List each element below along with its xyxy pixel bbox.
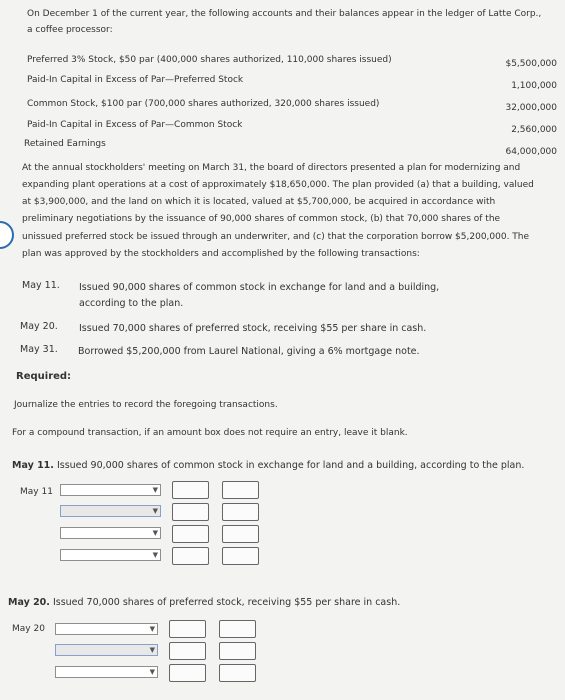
credit-amount-input[interactable] [222,503,259,521]
account-label: Paid-In Capital in Excess of Par—Preferred Stock [27,75,244,85]
required-heading: Required: [16,371,72,382]
chevron-down-icon: ▼ [149,646,155,654]
account-dropdown[interactable] [60,527,161,539]
plan-line: plan was approved by the stockholders and accomplished by the following transactions: [22,249,420,259]
account-value: 2,560,000 [511,125,557,135]
chevron-down-icon: ▼ [152,507,158,515]
account-value: $5,500,000 [505,59,557,69]
account-dropdown[interactable] [55,644,158,656]
credit-amount-input[interactable] [222,481,259,499]
transaction-description: Borrowed $5,200,000 from Laurel National, giving a 6% mortgage note. [78,346,420,357]
transaction-description: Issued 90,000 shares of common stock in exchange for land and a building, according to the plan. [79,282,440,309]
transaction-description: Issued 70,000 shares of preferred stock, receiving $55 per share in cash. [79,323,427,334]
account-dropdown[interactable] [60,505,161,517]
section-title-text: Issued 70,000 shares of preferred stock, receiving $55 per share in cash. [52,597,401,608]
debit-amount-input[interactable] [172,525,209,543]
transaction-date: May 20. [20,321,58,332]
transaction-date: May 31. [20,344,58,355]
debit-amount-input[interactable] [172,503,209,521]
credit-amount-input[interactable] [222,525,259,543]
plan-line: expanding plant operations at a cost of approximately $18,650,000. The plan provided (a) that a building, valued [22,180,534,190]
chevron-down-icon: ▼ [152,551,158,559]
plan-line: preliminary negotiations by the issuance of 90,000 shares of common stock, (b) that 70,000 shares of the [22,214,501,224]
account-dropdown[interactable] [60,484,161,496]
section-title-date: May 11. [12,460,54,471]
account-dropdown[interactable] [55,623,158,635]
debit-amount-input[interactable] [172,481,209,499]
debit-amount-input[interactable] [172,547,209,565]
chevron-down-icon: ▼ [149,625,155,633]
account-label: Common Stock, $100 par (700,000 shares authorized, 320,000 shares issued) [27,99,380,109]
account-label: Retained Earnings [24,139,106,149]
plan-line: at $3,900,000, and the land on which it is located, valued at $5,700,000, be acquired in accordance with [22,197,496,207]
credit-amount-input[interactable] [219,664,256,682]
credit-amount-input[interactable] [219,642,256,660]
intro-line: a coffee processor: [27,25,113,35]
section-title-text: Issued 90,000 shares of common stock in exchange for land and a building, according to the plan. [56,460,525,471]
account-dropdown[interactable] [55,666,158,678]
debit-amount-input[interactable] [169,642,206,660]
section-title [12,460,524,471]
debit-amount-input[interactable] [169,664,206,682]
account-label: Paid-In Capital in Excess of Par—Common Stock [27,120,243,130]
row-date-label: May 20 [12,624,45,634]
account-value: 32,000,000 [505,103,557,113]
transaction-date: May 11. [22,280,60,291]
credit-amount-input[interactable] [219,620,256,638]
plan-line: At the annual stockholders' meeting on March 31, the board of directors presented a plan for modernizing and [22,163,521,173]
row-date-label: May 11 [20,487,53,497]
highlight-marker-icon[interactable] [0,221,14,249]
account-value: 64,000,000 [505,147,557,157]
chevron-down-icon: ▼ [149,668,155,676]
note-text: For a compound transaction, if an amount box does not require an entry, leave it blank. [12,428,408,438]
account-value: 1,100,000 [511,81,557,91]
debit-amount-input[interactable] [169,620,206,638]
intro-line: On December 1 of the current year, the following accounts and their balances appear in the ledger of Latte Corp., [27,9,542,19]
credit-amount-input[interactable] [222,547,259,565]
account-dropdown[interactable] [60,549,161,561]
section-title [8,597,400,608]
section-title-date: May 20. [8,597,50,608]
plan-line: unissued preferred stock be issued through an underwriter, and (c) that the corporation borrow $5,200,000. The [22,232,530,242]
instruction-text: Journalize the entries to record the foregoing transactions. [14,400,278,410]
chevron-down-icon: ▼ [152,486,158,494]
account-label: Preferred 3% Stock, $50 par (400,000 shares authorized, 110,000 shares issued) [27,55,392,65]
chevron-down-icon: ▼ [152,529,158,537]
